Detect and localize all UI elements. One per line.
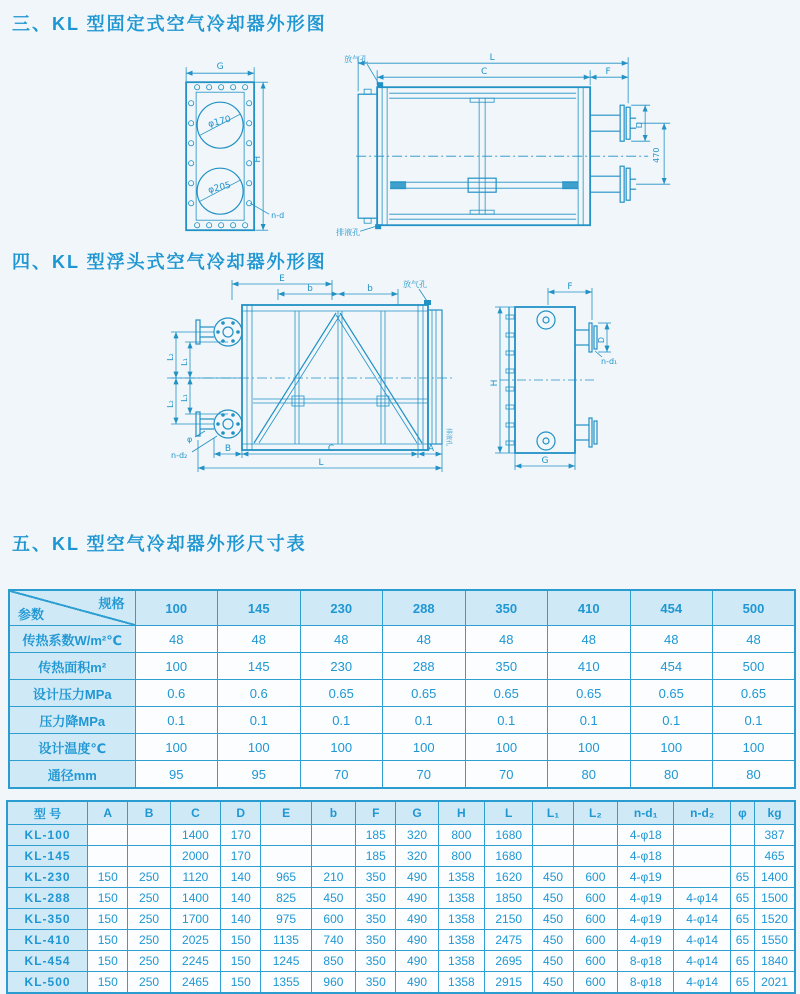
dim-cell (674, 825, 730, 846)
dim-cell: 1400 (755, 867, 795, 888)
dim-cell: 350 (356, 930, 396, 951)
dim-cell: 210 (311, 867, 355, 888)
dim-C-label: C (480, 67, 488, 78)
dim-E-label: E (279, 274, 285, 284)
param-cell: 0.1 (630, 707, 713, 734)
dim-cell: 465 (755, 846, 795, 867)
section4-title: 四、KL 型浮头式空气冷却器外形图 (12, 252, 327, 272)
dims-table (6, 800, 796, 994)
dim-cell: 490 (396, 867, 438, 888)
dim-cell: 1358 (438, 867, 484, 888)
dims-col-header: b (311, 801, 355, 825)
dim-cell (573, 825, 617, 846)
spec-col-header: 454 (630, 590, 713, 626)
model-cell: KL-410 (7, 930, 88, 951)
dim-L2x-label: L (318, 458, 324, 468)
dims-row (7, 846, 795, 867)
param-cell: 100 (465, 734, 548, 761)
dims-row (7, 867, 795, 888)
section5-title: 五、KL 型空气冷却器外形尺寸表 (12, 534, 307, 554)
dim-G2-label: G (541, 456, 549, 466)
param-cell: 48 (465, 626, 548, 653)
param-cell: 48 (218, 626, 301, 653)
dim-cell: 350 (356, 867, 396, 888)
dim-cell: 1620 (485, 867, 533, 888)
dia-top-label: φ170 (207, 114, 233, 130)
dim-H2-label: H (490, 379, 500, 387)
dim-cell: 150 (88, 867, 128, 888)
model-cell: KL-500 (7, 972, 88, 994)
params-table (8, 589, 796, 789)
dim-cell (261, 846, 311, 867)
param-row (9, 761, 795, 789)
dim-cell: 65 (730, 888, 754, 909)
param-cell: 0.1 (713, 707, 796, 734)
spec-col-header: 500 (713, 590, 796, 626)
dim-cell: 1680 (485, 825, 533, 846)
dim-cell: 825 (261, 888, 311, 909)
dims-header-row (7, 801, 795, 825)
param-cell: 0.65 (630, 680, 713, 707)
param-cell: 0.1 (218, 707, 301, 734)
param-cell: 0.1 (300, 707, 383, 734)
dim-cell (730, 846, 754, 867)
dim-L2-top-label: L₂ (166, 353, 175, 361)
phi-label: φ (187, 435, 193, 444)
params-corner-cell (9, 590, 135, 626)
dim-cell: 185 (356, 846, 396, 867)
dims-col-header: F (356, 801, 396, 825)
dim-cell: 2465 (170, 972, 220, 994)
param-cell: 0.1 (383, 707, 466, 734)
vent-hole-label: 放气孔 (344, 55, 369, 65)
param-cell: 100 (548, 734, 631, 761)
param-cell: 0.65 (465, 680, 548, 707)
dim-cell: 4-φ14 (674, 930, 730, 951)
dim-cell: 600 (573, 930, 617, 951)
param-row-label: 设计压力MPa (9, 680, 135, 707)
param-cell: 48 (630, 626, 713, 653)
dim-cell: 1135 (261, 930, 311, 951)
params-table-body (9, 590, 795, 788)
dim-cell: 490 (396, 951, 438, 972)
dim-cell: 450 (533, 888, 573, 909)
dims-row (7, 972, 795, 994)
dim-cell (311, 825, 355, 846)
dim-cell: 1520 (755, 909, 795, 930)
dims-col-header: D (221, 801, 261, 825)
dim-cell: 150 (88, 909, 128, 930)
dim-cell: 4-φ14 (674, 951, 730, 972)
param-cell: 95 (135, 761, 218, 789)
dim-470-label: 470 (652, 147, 662, 163)
spec-col-header: 100 (135, 590, 218, 626)
dim-cell: 450 (533, 930, 573, 951)
dim-cell: 250 (128, 909, 170, 930)
dim-cell: 450 (533, 951, 573, 972)
dim-cell: 850 (311, 951, 355, 972)
param-cell: 80 (713, 761, 796, 789)
dim-cell: 450 (533, 909, 573, 930)
param-cell: 0.6 (218, 680, 301, 707)
drain-hole-label: 排液孔 (336, 228, 361, 238)
float-truss-view (166, 274, 455, 472)
float-side-view (490, 282, 617, 470)
fixed-side-view (336, 53, 670, 237)
dim-D2-label: D (597, 336, 606, 344)
param-cell: 70 (465, 761, 548, 789)
dim-cell: 170 (221, 825, 261, 846)
dims-col-header: L₁ (533, 801, 573, 825)
dim-cell: 800 (438, 825, 484, 846)
spec-col-header: 230 (300, 590, 383, 626)
dim-cell: 140 (221, 909, 261, 930)
param-cell: 0.1 (548, 707, 631, 734)
dim-cell: 150 (88, 972, 128, 994)
dia-bottom-label: φ205 (207, 180, 233, 196)
param-row-label: 传热面积m² (9, 653, 135, 680)
dim-cell: 185 (356, 825, 396, 846)
dim-cell: 1358 (438, 909, 484, 930)
dim-cell: 600 (573, 909, 617, 930)
dim-b1-label: b (307, 284, 313, 294)
nd2-label: n-d₂ (171, 451, 188, 460)
param-cell: 100 (135, 653, 218, 680)
param-row-label: 压力降MPa (9, 707, 135, 734)
param-cell: 454 (630, 653, 713, 680)
dim-cell: 250 (128, 867, 170, 888)
dim-L1-top-label: L₁ (180, 358, 189, 366)
dim-cell: 350 (356, 888, 396, 909)
dims-col-header: C (170, 801, 220, 825)
param-row-label: 设计温度℃ (9, 734, 135, 761)
dim-cell: 450 (311, 888, 355, 909)
dim-cell: 1245 (261, 951, 311, 972)
dim-cell: 65 (730, 930, 754, 951)
param-cell: 100 (135, 734, 218, 761)
param-cell: 410 (548, 653, 631, 680)
dim-cell: 1400 (170, 825, 220, 846)
dim-cell (674, 846, 730, 867)
param-cell: 48 (135, 626, 218, 653)
dim-D-label: D (635, 122, 645, 129)
spec-col-header: 350 (465, 590, 548, 626)
dims-row (7, 930, 795, 951)
dim-cell: 600 (573, 972, 617, 994)
dim-cell: 2000 (170, 846, 220, 867)
corner-param-label: 参数 (18, 607, 45, 622)
params-header-row (9, 590, 795, 626)
dim-cell: 4-φ19 (618, 867, 674, 888)
dim-A-label: A (427, 444, 435, 454)
dim-cell (730, 825, 754, 846)
dim-cell: 4-φ18 (618, 846, 674, 867)
dim-cell: 1358 (438, 888, 484, 909)
dim-cell: 2025 (170, 930, 220, 951)
dim-cell: 150 (221, 972, 261, 994)
dim-cell: 1400 (170, 888, 220, 909)
spec-col-header: 410 (548, 590, 631, 626)
dim-cell: 1850 (485, 888, 533, 909)
dim-L2-bot-label: L₂ (166, 400, 175, 408)
dim-cell: 150 (88, 951, 128, 972)
param-row-label: 通径mm (9, 761, 135, 789)
model-cell: KL-100 (7, 825, 88, 846)
dim-cell: 150 (221, 930, 261, 951)
param-cell: 100 (630, 734, 713, 761)
param-row (9, 653, 795, 680)
fixed-front-view (186, 62, 284, 230)
dim-cell: 140 (221, 888, 261, 909)
dim-L1-bot-label: L₁ (180, 394, 189, 402)
param-cell: 288 (383, 653, 466, 680)
dim-cell: 975 (261, 909, 311, 930)
param-cell: 230 (300, 653, 383, 680)
dim-cell: 65 (730, 951, 754, 972)
model-cell: KL-288 (7, 888, 88, 909)
dim-cell: 350 (356, 909, 396, 930)
dim-F2-label: F (567, 282, 573, 292)
dims-col-header: φ (730, 801, 754, 825)
dim-C2-label: C (327, 444, 335, 454)
spec-col-header: 145 (218, 590, 301, 626)
dim-cell: 65 (730, 972, 754, 994)
param-cell: 48 (383, 626, 466, 653)
param-cell: 70 (383, 761, 466, 789)
dims-col-header: G (396, 801, 438, 825)
dims-col-header: kg (755, 801, 795, 825)
dims-row (7, 825, 795, 846)
dim-cell: 1700 (170, 909, 220, 930)
dims-col-header: n-d₁ (618, 801, 674, 825)
dims-row (7, 888, 795, 909)
param-row (9, 626, 795, 653)
dim-cell: 600 (573, 867, 617, 888)
dim-cell: 4-φ19 (618, 930, 674, 951)
dim-cell: 4-φ14 (674, 972, 730, 994)
dim-cell (261, 825, 311, 846)
model-cell: KL-230 (7, 867, 88, 888)
param-cell: 0.1 (135, 707, 218, 734)
dims-col-header: n-d₂ (674, 801, 730, 825)
dim-cell: 1358 (438, 951, 484, 972)
dim-cell: 2245 (170, 951, 220, 972)
dim-cell: 320 (396, 846, 438, 867)
dims-table-body (7, 825, 795, 994)
param-cell: 80 (630, 761, 713, 789)
param-cell: 48 (713, 626, 796, 653)
dim-cell: 150 (221, 951, 261, 972)
dim-cell: 1358 (438, 930, 484, 951)
dim-cell: 2021 (755, 972, 795, 994)
dim-cell (533, 846, 573, 867)
dim-cell: 4-φ19 (618, 888, 674, 909)
dim-cell: 2475 (485, 930, 533, 951)
model-cell: KL-145 (7, 846, 88, 867)
dim-cell: 4-φ14 (674, 888, 730, 909)
dim-cell: 170 (221, 846, 261, 867)
dim-G-label: G (216, 62, 224, 73)
dim-cell: 2150 (485, 909, 533, 930)
dim-cell: 1680 (485, 846, 533, 867)
param-row (9, 707, 795, 734)
dim-F-label: F (605, 67, 611, 78)
param-cell: 350 (465, 653, 548, 680)
dim-cell: 600 (573, 951, 617, 972)
dim-cell (573, 846, 617, 867)
spec-col-header: 288 (383, 590, 466, 626)
param-cell: 0.65 (713, 680, 796, 707)
dims-col-header: A (88, 801, 128, 825)
dim-cell: 2915 (485, 972, 533, 994)
dim-cell: 65 (730, 909, 754, 930)
dim-cell: 140 (221, 867, 261, 888)
dim-cell: 450 (533, 972, 573, 994)
nd1-label: n-d₁ (601, 357, 618, 366)
dims-row (7, 909, 795, 930)
param-cell: 95 (218, 761, 301, 789)
dim-cell: 450 (533, 867, 573, 888)
dim-cell (533, 825, 573, 846)
dim-cell: 490 (396, 909, 438, 930)
param-cell: 100 (383, 734, 466, 761)
dim-cell (674, 867, 730, 888)
dim-cell: 800 (438, 846, 484, 867)
model-cell: KL-454 (7, 951, 88, 972)
dims-col-header: H (438, 801, 484, 825)
param-cell: 0.65 (548, 680, 631, 707)
dim-cell: 2695 (485, 951, 533, 972)
dim-cell: 320 (396, 825, 438, 846)
dims-col-header: L₂ (573, 801, 617, 825)
vent-hole-label: 放气孔 (403, 280, 427, 289)
param-row (9, 734, 795, 761)
dim-cell: 65 (730, 867, 754, 888)
dim-cell: 1355 (261, 972, 311, 994)
nd-label: n-d (271, 211, 285, 221)
dim-cell (88, 825, 128, 846)
dim-cell: 740 (311, 930, 355, 951)
dim-cell: 1500 (755, 888, 795, 909)
dim-cell: 1120 (170, 867, 220, 888)
dim-cell (88, 846, 128, 867)
dims-col-header: B (128, 801, 170, 825)
dim-cell (128, 846, 170, 867)
param-cell: 100 (300, 734, 383, 761)
dims-col-header: 型 号 (7, 801, 88, 825)
dim-cell: 600 (311, 909, 355, 930)
dim-cell: 250 (128, 951, 170, 972)
param-row (9, 680, 795, 707)
dim-cell: 1550 (755, 930, 795, 951)
param-cell: 80 (548, 761, 631, 789)
param-row-label: 传热系数W/m²℃ (9, 626, 135, 653)
dim-cell: 490 (396, 972, 438, 994)
dim-cell (128, 825, 170, 846)
dim-cell: 1840 (755, 951, 795, 972)
dim-b2-label: b (367, 284, 373, 294)
dim-cell: 150 (88, 930, 128, 951)
dim-cell: 350 (356, 972, 396, 994)
dim-B-label: B (224, 444, 232, 454)
dims-col-header: E (261, 801, 311, 825)
dim-cell: 490 (396, 888, 438, 909)
dim-cell: 965 (261, 867, 311, 888)
dim-cell: 4-φ18 (618, 825, 674, 846)
dim-cell: 387 (755, 825, 795, 846)
dim-cell: 4-φ19 (618, 909, 674, 930)
section3-title: 三、KL 型固定式空气冷却器外形图 (12, 14, 327, 34)
dim-cell: 8-φ18 (618, 972, 674, 994)
dim-cell: 490 (396, 930, 438, 951)
dim-L-label: L (489, 53, 495, 64)
dim-cell (311, 846, 355, 867)
figure-floating-cooler (165, 272, 800, 485)
param-cell: 70 (300, 761, 383, 789)
dims-row (7, 951, 795, 972)
model-cell: KL-350 (7, 909, 88, 930)
param-cell: 0.1 (465, 707, 548, 734)
param-cell: 48 (548, 626, 631, 653)
param-cell: 0.65 (383, 680, 466, 707)
dim-cell: 960 (311, 972, 355, 994)
dim-cell: 4-φ14 (674, 909, 730, 930)
dim-cell: 250 (128, 888, 170, 909)
figure-fixed-cooler (150, 50, 800, 245)
drain-hole-label: 排液孔 (445, 428, 452, 447)
corner-spec-label: 规格 (98, 596, 125, 611)
dim-cell: 350 (356, 951, 396, 972)
param-cell: 145 (218, 653, 301, 680)
param-cell: 100 (713, 734, 796, 761)
dim-H-label: H (253, 155, 264, 163)
dim-cell: 250 (128, 972, 170, 994)
param-cell: 100 (218, 734, 301, 761)
param-cell: 0.65 (300, 680, 383, 707)
param-cell: 500 (713, 653, 796, 680)
dim-cell: 1358 (438, 972, 484, 994)
dim-cell: 8-φ18 (618, 951, 674, 972)
param-cell: 0.6 (135, 680, 218, 707)
dims-col-header: L (485, 801, 533, 825)
param-cell: 48 (300, 626, 383, 653)
dim-cell: 250 (128, 930, 170, 951)
dim-cell: 150 (88, 888, 128, 909)
dim-cell: 600 (573, 888, 617, 909)
